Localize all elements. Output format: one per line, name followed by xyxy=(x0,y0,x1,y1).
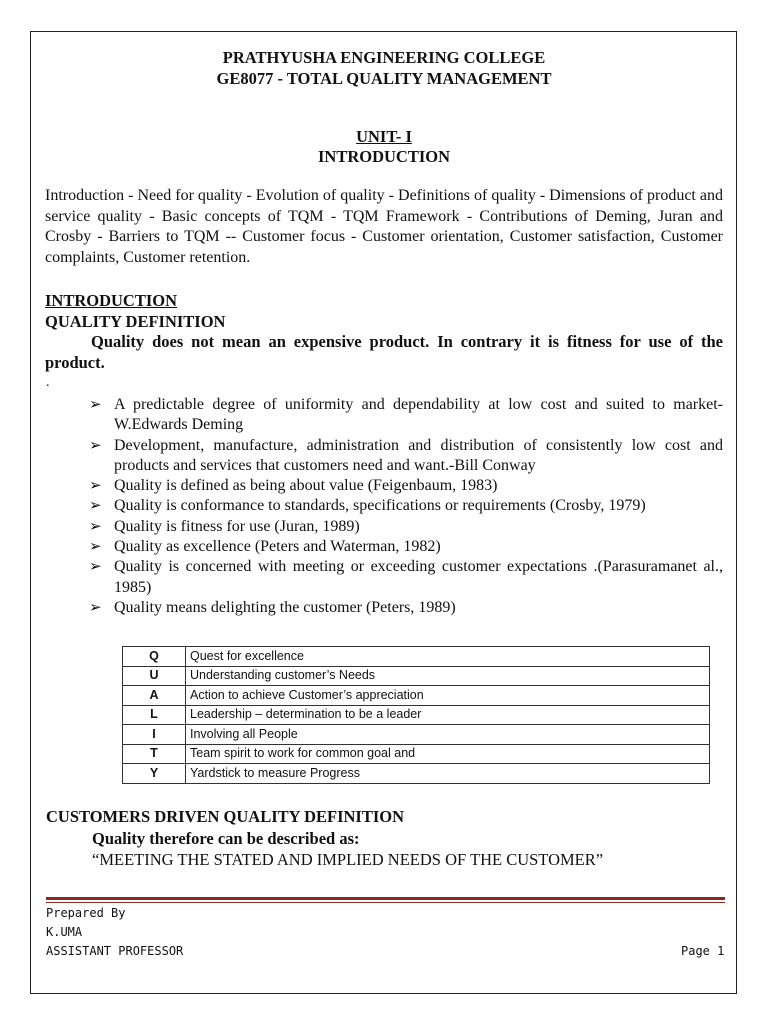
table-cell-letter: I xyxy=(123,725,186,745)
arrow-bullet-icon: ➢ xyxy=(89,437,102,454)
list-item xyxy=(89,537,723,557)
definitions-list xyxy=(89,395,723,618)
list-item-text: Quality means delighting the customer (Peters, 1989) xyxy=(114,598,456,616)
table-row xyxy=(123,686,710,706)
table-cell-meaning: Action to achieve Customer’s appreciation xyxy=(186,686,710,706)
customer-driven-quote: “MEETING THE STATED AND IMPLIED NEEDS OF THE CUSTOMER” xyxy=(92,850,604,869)
table-cell-meaning: Yardstick to measure Progress xyxy=(186,764,710,784)
list-item-text: Quality is fitness for use (Juran, 1989) xyxy=(114,517,360,535)
list-item xyxy=(89,395,723,436)
page-number: Page 1 xyxy=(681,944,725,958)
table-cell-letter: Y xyxy=(123,764,186,784)
introduction-heading: INTRODUCTION xyxy=(45,291,178,310)
arrow-bullet-icon: ➢ xyxy=(89,397,102,413)
quality-acronym-table xyxy=(122,646,710,784)
list-item xyxy=(89,476,723,496)
table-row xyxy=(123,647,710,667)
arrow-bullet-icon: ➢ xyxy=(89,559,102,576)
table-cell-letter: U xyxy=(123,666,186,686)
table-cell-letter: T xyxy=(123,744,186,764)
list-item xyxy=(89,496,723,516)
list-item-text: Development, manufacture, administration and distribution of consistently low cost and products and services that customers need and want.-Bill Conway xyxy=(114,436,723,474)
table-cell-letter: A xyxy=(123,686,186,706)
list-item-text: A predictable degree of uniformity and dependability at low cost and suited to market- W.Edwards Deming xyxy=(114,396,723,434)
table-row xyxy=(123,705,710,725)
stray-dot: . xyxy=(46,375,50,390)
arrow-bullet-icon: ➢ xyxy=(89,478,102,495)
list-item xyxy=(89,598,723,618)
table-cell-letter: L xyxy=(123,705,186,725)
unit-number xyxy=(0,127,768,147)
table-cell-letter: Q xyxy=(123,647,186,667)
list-item xyxy=(89,557,723,598)
list-item-text: Quality as excellence (Peters and Waterman, 1982) xyxy=(114,538,441,556)
list-item-text: Quality is concerned with meeting or exceeding customer expectations .(Parasuramanet al., 1985) xyxy=(114,558,723,596)
quality-statement: Quality does not mean an expensive product. In contrary it is fitness for use of the product. xyxy=(45,332,723,372)
table-cell-meaning: Understanding customer’s Needs xyxy=(186,666,710,686)
table-row xyxy=(123,666,710,686)
unit-title: INTRODUCTION xyxy=(317,147,451,166)
footer-role: ASSISTANT PROFESSOR xyxy=(46,944,184,958)
table-cell-meaning: Involving all People xyxy=(186,725,710,745)
table-cell-meaning: Leadership – determination to be a leader xyxy=(186,705,710,725)
arrow-bullet-icon: ➢ xyxy=(89,599,102,616)
footer-prepared-by: Prepared By xyxy=(46,906,126,920)
list-item-text: Quality is defined as being about value (Feigenbaum, 1983) xyxy=(114,477,498,495)
footer-name: K.UMA xyxy=(46,925,83,939)
footer-rule-thin xyxy=(46,902,725,903)
college-name: PRATHYUSHA ENGINEERING COLLEGE xyxy=(222,48,546,67)
customer-driven-subheading: Quality therefore can be described as: xyxy=(92,829,360,848)
list-item xyxy=(89,436,723,477)
footer-rule-thick xyxy=(46,897,725,900)
table-cell-meaning: Team spirit to work for common goal and xyxy=(186,744,710,764)
syllabus-paragraph: Introduction - Need for quality - Evolution of quality - Definitions of quality - Dimensions of product and service quality - Basic concepts of TQM - TQM Framework - Contributions of Deming, Juran and Crosby - Barriers to TQM -- Customer focus - Customer orientation, Customer satisfaction, Customer complaints, Customer retention. xyxy=(45,187,723,266)
table-row xyxy=(123,764,710,784)
unit-number-text: UNIT- I xyxy=(356,127,412,146)
quality-definition-heading: QUALITY DEFINITION xyxy=(45,312,226,331)
arrow-bullet-icon: ➢ xyxy=(89,498,102,515)
arrow-bullet-icon: ➢ xyxy=(89,518,102,535)
customer-driven-heading: CUSTOMERS DRIVEN QUALITY DEFINITION xyxy=(46,807,405,826)
table-row xyxy=(123,744,710,764)
course-title: GE8077 - TOTAL QUALITY MANAGEMENT xyxy=(216,69,552,88)
arrow-bullet-icon: ➢ xyxy=(89,539,102,556)
list-item xyxy=(89,517,723,537)
table-cell-meaning: Quest for excellence xyxy=(186,647,710,667)
list-item-text: Quality is conformance to standards, specifications or requirements (Crosby, 1979) xyxy=(114,497,646,515)
table-row xyxy=(123,725,710,745)
